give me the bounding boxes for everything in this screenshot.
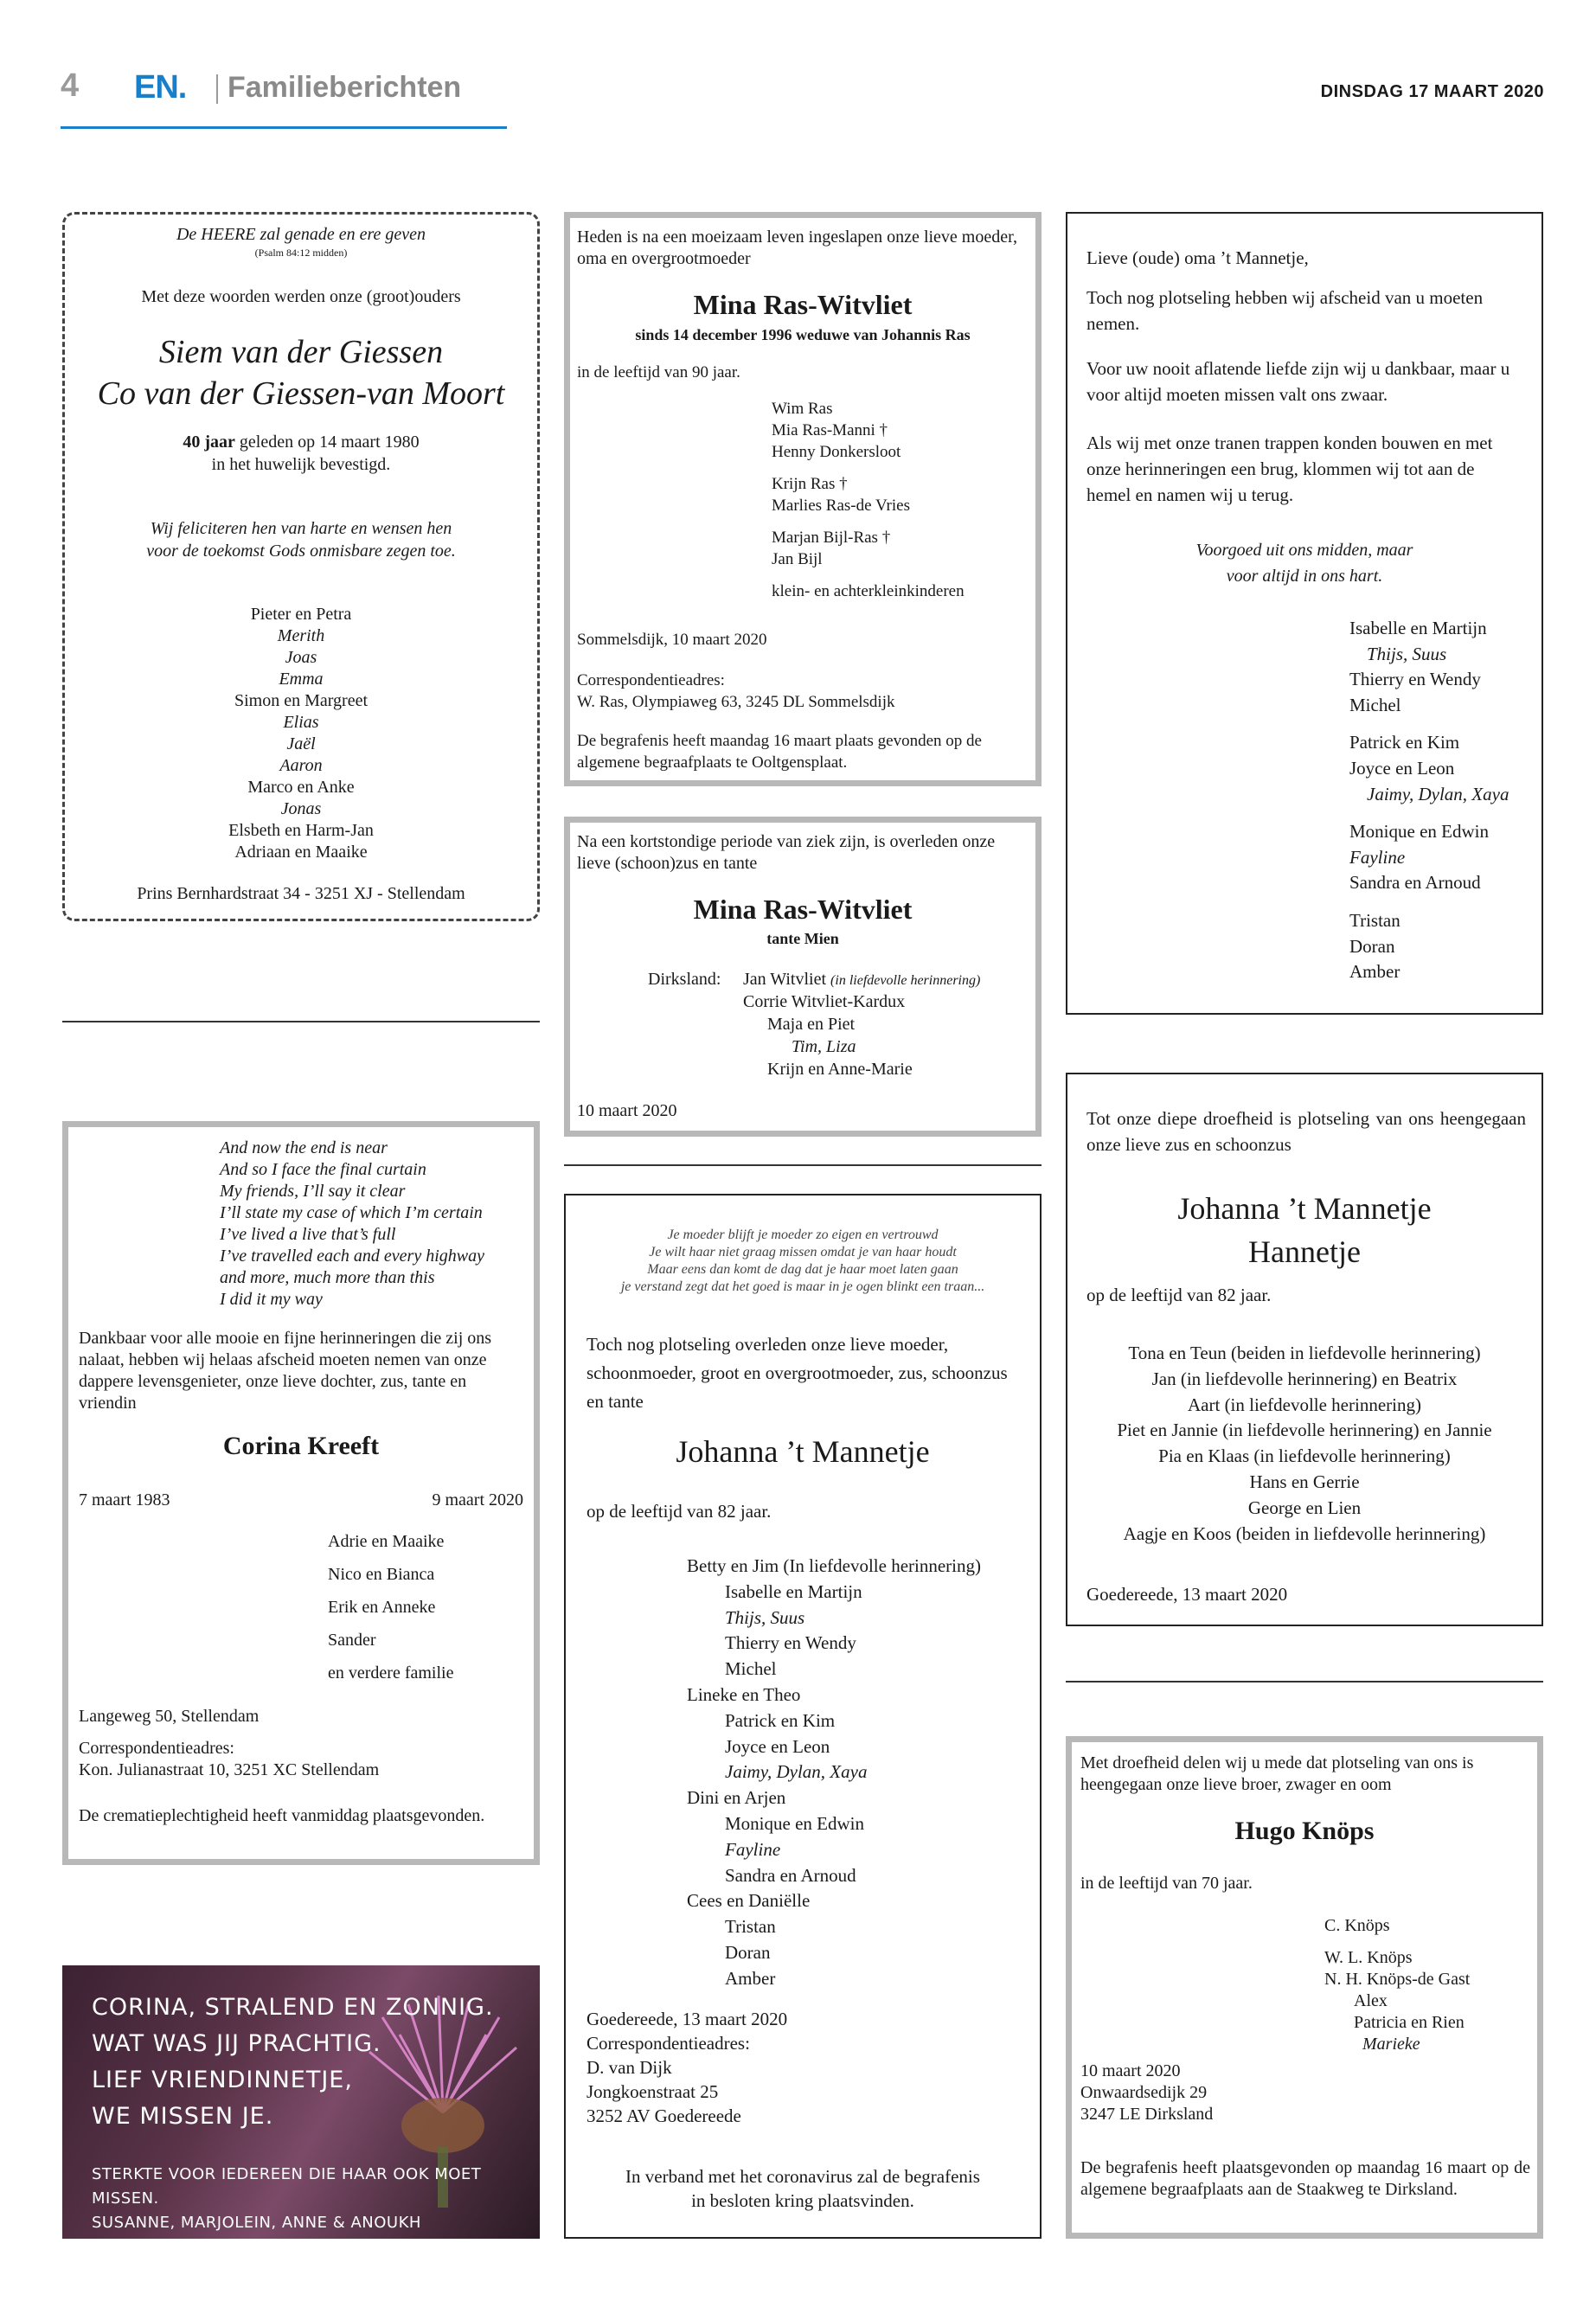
quote — [566, 1227, 1040, 1296]
family-line-3: Maja en Piet — [767, 1015, 856, 1034]
list-item: Adrie en Maaike — [328, 1532, 445, 1551]
list-item: Joyce en Leon — [725, 1735, 830, 1757]
place-date: Goedereede, 13 maart 2020 — [586, 2009, 788, 2029]
anniversary-text — [65, 431, 537, 476]
family-list — [1349, 616, 1509, 985]
section-title: Familieberichten — [228, 71, 462, 104]
intro-text: Heden is na een moeizaam leven ingeslapen onze lieve moeder, oma en overgrootmoeder — [577, 228, 1017, 268]
couple-name-2: Co van der Giessen-van Moort — [97, 375, 505, 412]
poem-line: and more, much more than this — [220, 1268, 435, 1287]
wish-line-1: Wij feliciteren hen van harte en wensen hen — [150, 519, 452, 538]
deceased-nickname: Hannetje — [1248, 1234, 1361, 1269]
correspondence-label: Correspondentieadres: — [586, 2033, 750, 2054]
intro-text: Na een kortstondige periode van ziek zijn, is overleden onze lieve (schoon)zus en tante — [577, 832, 996, 873]
date-address — [1080, 2061, 1213, 2125]
list-item: Aaron — [279, 756, 323, 775]
obituary-tante-mien — [564, 817, 1042, 1137]
list-item: en verdere familie — [328, 1663, 454, 1682]
list-item: Isabelle en Martijn — [725, 1580, 862, 1602]
widow-note: sinds 14 december 1996 weduwe van Johannis Ras — [635, 326, 971, 343]
paragraph-2: Voor uw nooit aflatende liefde zijn wij u dankbaar, maar u voor altijd moeten missen valt ons zwaar. — [1086, 358, 1510, 405]
family-list — [772, 398, 965, 602]
intro-text: Tot onze diepe droefheid is plotseling van ons heengegaan onze lieve zus en schoonzus — [1086, 1108, 1526, 1155]
quote — [1067, 537, 1542, 589]
age: in de leeftijd van 90 jaar. — [577, 363, 740, 381]
deceased-name: Mina Ras-Witvliet — [693, 894, 913, 925]
list-item: Joyce en Leon — [1349, 757, 1455, 779]
correspondence-line: D. van Dijk — [586, 2057, 672, 2078]
greeting: Lieve (oude) oma ’t Mannetje, — [1086, 247, 1309, 268]
list-item: Doran — [1349, 935, 1395, 957]
list-item: Amber — [725, 1967, 776, 1989]
list-item: Patrick en Kim — [1349, 732, 1460, 753]
header-underline — [61, 126, 507, 129]
list-item: Erik en Anneke — [328, 1598, 436, 1617]
deceased-name — [1067, 1187, 1542, 1273]
bible-reference: (Psalm 84:12 midden) — [254, 247, 348, 259]
family-line-5: Krijn en Anne-Marie — [767, 1060, 913, 1079]
place-date: Sommelsdijk, 10 maart 2020 — [577, 631, 767, 649]
death-date: 9 maart 2020 — [432, 1490, 523, 1509]
list-item: Pieter en Petra — [250, 605, 352, 624]
obituary-hugo-knops — [1066, 1736, 1543, 2239]
quote-line: Voorgoed uit ons midden, maar — [1195, 541, 1413, 560]
list-item: Mia Ras-Manni † — [772, 421, 888, 439]
photo-footer — [92, 2163, 540, 2235]
photo-text — [92, 1990, 494, 2135]
memorial-photo — [62, 1965, 540, 2239]
list-item: Fayline — [725, 1838, 781, 1860]
intro-text: Dankbaar voor alle mooie en fijne herinneringen die zij ons nalaat, hebben wij helaas afscheid moeten nemen van onze dappere levensgenieter, onze lieve dochter, zus, tante en vriendin — [79, 1329, 492, 1413]
newspaper-logo[interactable]: EN. — [134, 69, 187, 106]
divider — [62, 1021, 540, 1022]
poem-line: My friends, I’ll say it clear — [220, 1182, 406, 1201]
date: 10 maart 2020 — [577, 1101, 677, 1120]
list-item: Piet en Jannie (in liefdevolle herinnering) en Jannie — [1117, 1420, 1492, 1441]
list-item: Marco en Anke — [247, 778, 355, 797]
list-item: Joas — [285, 648, 317, 667]
anniversary-notice — [62, 212, 540, 921]
poem-line: I’ll state my case of which I’m certain — [220, 1203, 483, 1222]
quote-line: je verstand zegt dat het goed is maar in je ogen blinkt een traan... — [620, 1279, 985, 1294]
list-item: Sandra en Arnoud — [725, 1864, 856, 1886]
correspondence-label: Correspondentieadres: — [79, 1739, 234, 1758]
list-item: Betty en Jim (In liefdevolle herinnering) — [687, 1555, 981, 1576]
date: 10 maart 2020 — [1080, 2061, 1181, 2080]
correspondence-label: Correspondentieadres: — [577, 671, 725, 689]
list-item: Jaimy, Dylan, Xaya — [1367, 783, 1509, 804]
poem-line: I did it my way — [220, 1290, 323, 1309]
obituary-johanna-t-mannetje — [564, 1194, 1042, 2239]
correspondence — [577, 670, 895, 713]
family-line-1 — [743, 968, 980, 992]
couple-name-1: Siem van der Giessen — [158, 334, 444, 370]
list-item: Marlies Ras-de Vries — [772, 497, 910, 515]
couple-names — [65, 331, 537, 414]
paragraph-3: Als wij met onze tranen trappen konden bouwen en met onze herinneringen een brug, klommen wij tot aan de hemel en namen wij u terug. — [1086, 433, 1493, 505]
family-list — [1324, 1915, 1470, 2055]
list-item: Elias — [283, 713, 319, 732]
closing-text — [566, 2164, 1040, 2213]
birth-date: 7 maart 1983 — [79, 1490, 170, 1509]
place-date: Goedereede, 13 maart 2020 — [1086, 1584, 1288, 1605]
list-item: Nico en Bianca — [328, 1565, 435, 1584]
photo-footer-line: STERKTE VOOR IEDEREEN DIE HAAR OOK MOET MISSEN. — [92, 2165, 482, 2208]
list-item: Emma — [279, 670, 324, 689]
list-item: Amber — [1349, 961, 1401, 983]
poem-line: I’ve travelled each and every highway — [220, 1247, 484, 1266]
closing-text: De begrafenis heeft plaatsgevonden op maandag 16 maart op de algemene begraafplaats aan de Staakweg te Dirksland. — [1080, 2158, 1530, 2199]
divider — [1066, 1681, 1543, 1682]
list-item: Thijs, Suus — [1367, 643, 1447, 664]
list-item: Wim Ras — [772, 400, 833, 418]
place-and-correspondence — [586, 2007, 787, 2128]
list-item: Thierry en Wendy — [1349, 669, 1481, 690]
list-item: Monique en Edwin — [1349, 821, 1489, 843]
quote-line: Maar eens dan komt de dag dat je haar moet laten gaan — [647, 1262, 958, 1277]
family-list — [328, 1525, 453, 1689]
list-item: Tristan — [725, 1916, 776, 1938]
memory-note: (in liefdevolle herinnering) — [830, 973, 981, 988]
correspondence-line: 3252 AV Goedereede — [586, 2106, 741, 2126]
list-item: Doran — [725, 1941, 771, 1963]
list-item: Lineke en Theo — [687, 1683, 801, 1705]
obituary-corina-kreeft — [62, 1121, 540, 1865]
list-item: Henny Donkersloot — [772, 443, 901, 461]
list-item: C. Knöps — [1324, 1916, 1390, 1935]
list-item: Michel — [1349, 694, 1401, 715]
intro-text: Toch nog plotseling overleden onze lieve moeder, schoonmoeder, groot en overgrootmoeder, zus, schoonzus en tante — [586, 1334, 1008, 1412]
list-item: Michel — [725, 1658, 777, 1680]
family-list — [65, 604, 537, 863]
list-item: Jaël — [286, 734, 316, 753]
correspondence-address: W. Ras, Olympiaweg 63, 3245 DL Sommelsdijk — [577, 693, 895, 711]
photo-line: WE MISSEN JE. — [92, 2103, 274, 2130]
list-item: Thierry en Wendy — [725, 1632, 856, 1654]
obituary-mina-ras-witvliet — [564, 212, 1042, 786]
address: Prins Bernhardstraat 34 - 3251 XJ - Stellendam — [137, 884, 465, 903]
photo-line: CORINA, STRALEND EN ZONNIG. — [92, 1994, 494, 2021]
obituary-hannetje — [1066, 1073, 1543, 1626]
list-item: Jaimy, Dylan, Xaya — [725, 1761, 868, 1783]
nickname: tante Mien — [766, 930, 839, 947]
list-item: Sandra en Arnoud — [1349, 872, 1481, 894]
list-item: Cees en Daniëlle — [687, 1890, 811, 1912]
list-item: Simon en Margreet — [234, 691, 369, 710]
correspondence — [79, 1738, 379, 1781]
family-line-4: Tim, Liza — [792, 1037, 856, 1056]
list-item: Sander — [328, 1631, 376, 1650]
deceased-name: Mina Ras-Witvliet — [693, 289, 913, 320]
correspondence-address: Kon. Julianastraat 10, 3251 XC Stellendam — [79, 1760, 380, 1779]
wish-line-2: voor de toekomst Gods onmisbare zegen toe. — [146, 542, 456, 561]
list-item: Aart (in liefdevolle herinnering) — [1188, 1394, 1421, 1415]
list-item: Tona en Teun (beiden in liefdevolle herinnering) — [1128, 1343, 1481, 1363]
anniversary-line-2: in het huwelijk bevestigd. — [211, 455, 391, 474]
edition-date: DINSDAG 17 MAART 2020 — [1320, 82, 1544, 101]
list-item: Patrick en Kim — [725, 1709, 836, 1731]
deceased-name-line: Johanna ’t Mannetje — [1177, 1191, 1432, 1226]
address-line: Onwaardsedijk 29 — [1080, 2083, 1208, 2102]
quote-line: Je moeder blijft je moeder zo eigen en vertrouwd — [667, 1227, 939, 1242]
address-line: 3247 LE Dirksland — [1080, 2105, 1214, 2124]
age: op de leeftijd van 82 jaar. — [1086, 1285, 1272, 1305]
anniversary-years: 40 jaar — [183, 433, 235, 452]
list-item: Monique en Edwin — [725, 1812, 864, 1834]
poem-line: And now the end is near — [220, 1138, 388, 1157]
list-item: Tristan — [1349, 909, 1401, 931]
family-line-2: Corrie Witvliet-Kardux — [743, 992, 906, 1011]
paragraph-1: Toch nog plotseling hebben wij afscheid van u moeten nemen. — [1086, 287, 1484, 334]
age: op de leeftijd van 82 jaar. — [586, 1501, 772, 1522]
list-item: Jan Bijl — [772, 550, 823, 568]
list-item: George en Lien — [1247, 1497, 1362, 1518]
address: Langeweg 50, Stellendam — [79, 1707, 260, 1726]
header-separator — [216, 74, 218, 104]
list-item: Aagje en Koos (beiden in liefdevolle herinnering) — [1123, 1522, 1486, 1544]
list-item: Hans en Gerrie — [1249, 1471, 1360, 1492]
place-label: Dirksland: — [648, 970, 721, 989]
deceased-name: Hugo Knöps — [1234, 1817, 1375, 1845]
intro-text: Met deze woorden werden onze (groot)ouders — [141, 287, 461, 306]
correspondence-line: Jongkoenstraat 25 — [586, 2081, 719, 2102]
list-item: Dini en Arjen — [687, 1787, 786, 1809]
closing-text: De begrafenis heeft maandag 16 maart plaats gevonden op de algemene begraafplaats te Ooltgensplaat. — [577, 732, 982, 772]
list-item: N. H. Knöps-de Gast — [1324, 1970, 1471, 1989]
bible-quote: De HEERE zal genade en ere geven — [176, 225, 426, 244]
list-item: Jonas — [280, 799, 322, 818]
list-item: Jan (in liefdevolle herinnering) en Beatrix — [1151, 1368, 1458, 1389]
family-list — [1067, 1341, 1542, 1547]
wish-text — [65, 517, 537, 562]
photo-footer-line: SUSANNE, MARJOLEIN, ANNE & ANOUKH — [92, 2214, 421, 2232]
list-item: Marjan Bijl-Ras † — [772, 529, 891, 547]
list-item: Krijn Ras † — [772, 475, 848, 493]
list-item: Marieke — [1362, 2035, 1420, 2054]
list-item: Adriaan en Maaike — [234, 843, 368, 862]
poem-line: I’ve lived a live that’s full — [220, 1225, 396, 1244]
closing-line: in besloten kring plaatsvinden. — [691, 2190, 914, 2211]
closing-line: In verband met het coronavirus zal de begrafenis — [625, 2166, 980, 2187]
farewell-letter-oma — [1066, 212, 1543, 1015]
poem — [220, 1138, 531, 1311]
quote-line: voor altijd in ons hart. — [1226, 567, 1383, 586]
deceased-name: Johanna ’t Mannetje — [676, 1434, 930, 1469]
list-item: Alex — [1354, 1991, 1388, 2010]
photo-line: LIEF VRIENDINNETJE, — [92, 2067, 353, 2093]
photo-line: WAT WAS JIJ PRACHTIG. — [92, 2030, 381, 2057]
divider — [564, 1164, 1042, 1166]
intro-text: Met droefheid delen wij u mede dat plotseling van ons is heengegaan onze lieve broer, zwager en oom — [1080, 1753, 1474, 1794]
list-item: Pia en Klaas (in liefdevolle herinnering) — [1158, 1445, 1451, 1467]
list-item: Thijs, Suus — [725, 1606, 805, 1628]
list-item: W. L. Knöps — [1324, 1948, 1413, 1967]
family-list — [687, 1554, 981, 1992]
closing-text: De crematieplechtigheid heeft vanmiddag plaatsgevonden. — [79, 1806, 485, 1825]
anniversary-line-1: geleden op 14 maart 1980 — [239, 433, 420, 452]
list-item: Isabelle en Martijn — [1349, 618, 1487, 638]
list-item: klein- en achterkleinkinderen — [772, 582, 965, 600]
quote-line: Je wilt haar niet graag missen omdat je van haar houdt — [649, 1245, 957, 1259]
list-item: Elsbeth en Harm-Jan — [228, 821, 374, 840]
page-number: 4 — [61, 67, 80, 104]
list-item: Fayline — [1349, 846, 1406, 868]
poem-line: And so I face the final curtain — [220, 1160, 426, 1179]
list-item: Merith — [277, 626, 325, 645]
deceased-name: Corina Kreeft — [222, 1432, 380, 1460]
family-name: Jan Witvliet — [743, 970, 827, 989]
age: in de leeftijd van 70 jaar. — [1080, 1874, 1253, 1893]
list-item: Patricia en Rien — [1354, 2013, 1465, 2032]
